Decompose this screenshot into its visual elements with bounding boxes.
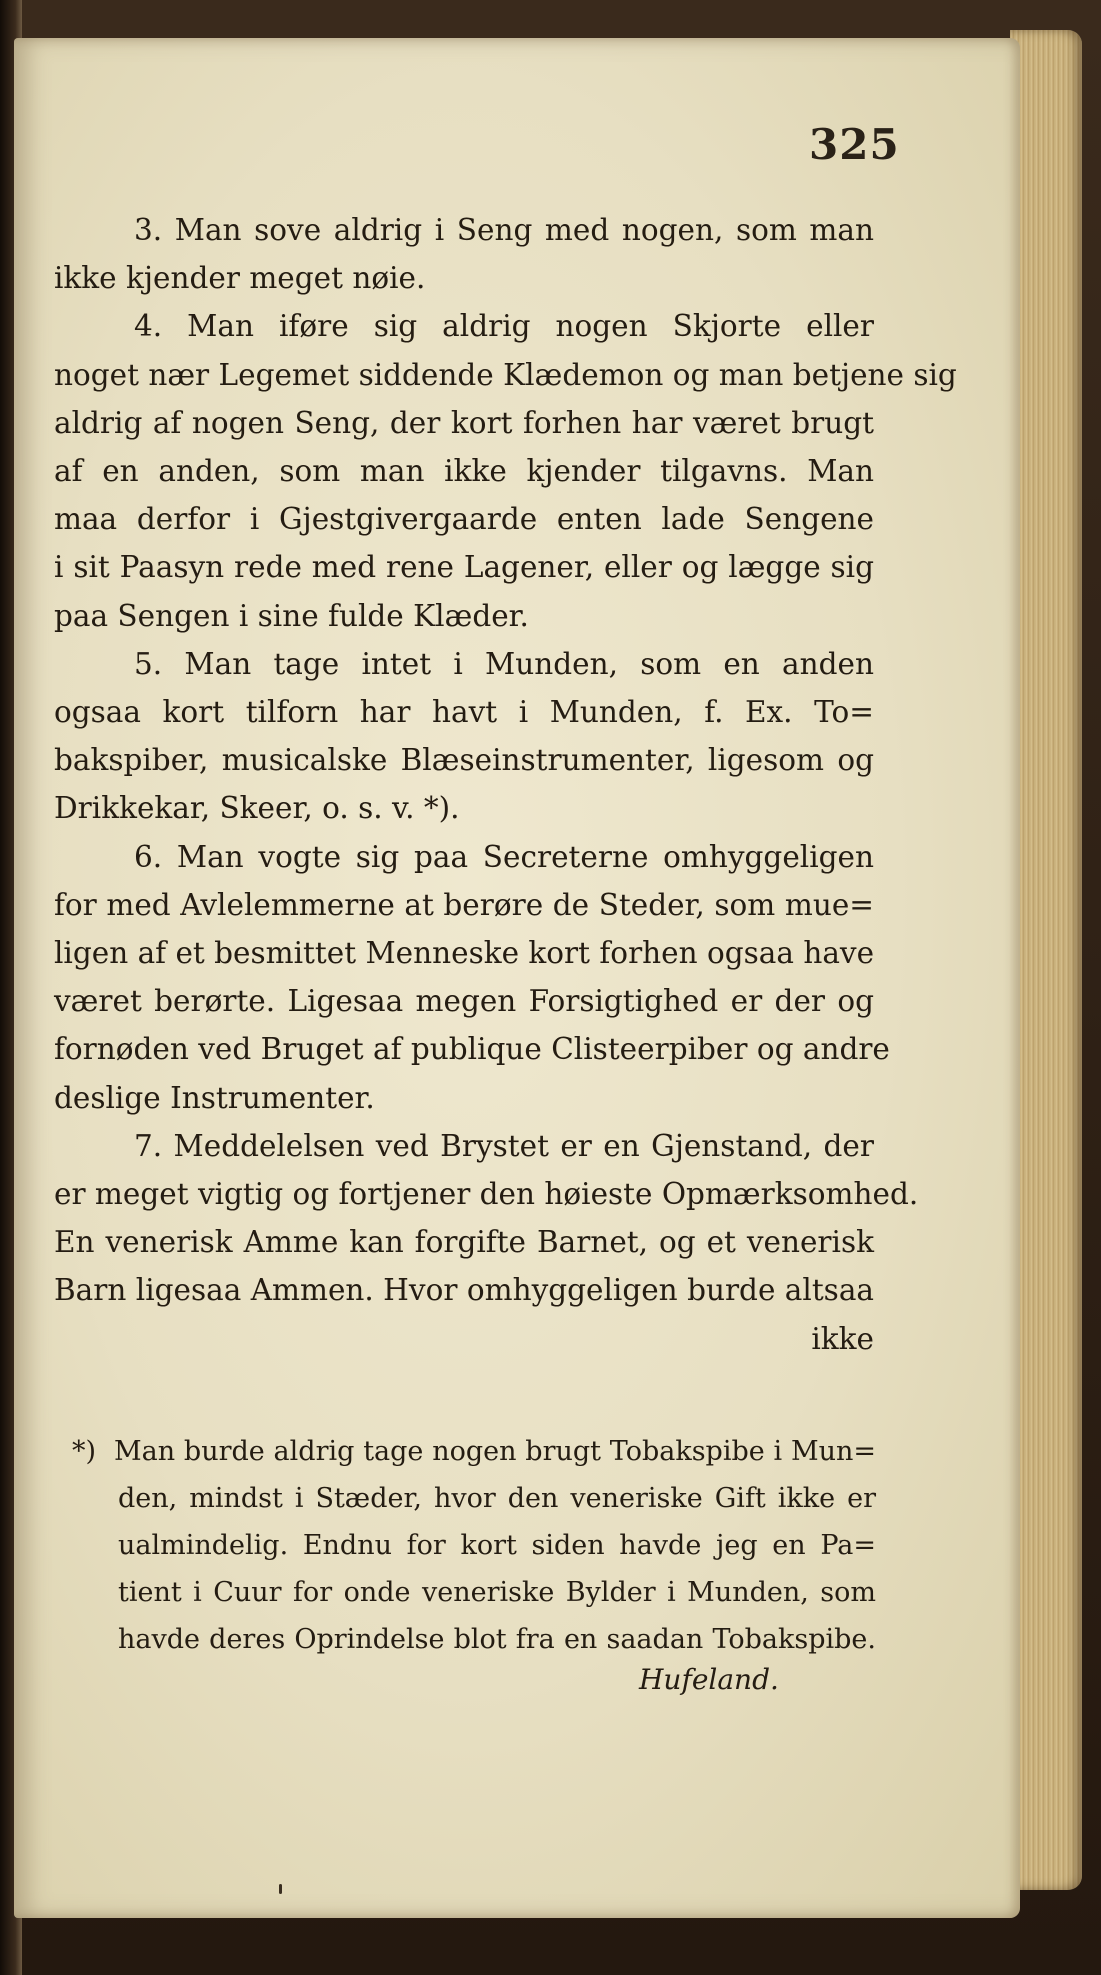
- body-line: aldrig af nogen Seng, der kort forhen har været brugt: [54, 405, 874, 440]
- body-line: 4. Man iføre sig aldrig nogen Skjorte eller: [134, 309, 874, 344]
- footnote: [72, 1428, 876, 1663]
- body-line: været berørte. Ligesaa megen Forsigtighed er der og: [54, 984, 874, 1019]
- page-edges: [1010, 30, 1082, 1890]
- footnote-line-text: Man burde aldrig tage nogen brugt Tobakspibe i Mun=: [114, 1436, 876, 1467]
- body-text: [54, 206, 957, 1363]
- ink-speck: [279, 1884, 282, 1894]
- body-line: Barn ligesaa Ammen. Hvor omhyggeligen burde altsaa: [54, 1273, 874, 1308]
- body-line: for med Avlelemmerne at berøre de Steder, som mue=: [54, 887, 874, 922]
- footnote-line: den, mindst i Stæder, hvor den veneriske Gift ikke er: [118, 1483, 876, 1514]
- page-number: 325: [809, 120, 900, 169]
- body-line: ikke kjender meget nøie.: [54, 261, 426, 296]
- footnote-line: ualmindelig. Endnu for kort siden havde jeg en Pa=: [118, 1530, 876, 1561]
- body-line: bakspiber, musicalske Blæseinstrumenter, ligesom og: [54, 743, 874, 778]
- body-line: i sit Paasyn rede med rene Lagener, eller og lægge sig: [54, 550, 874, 585]
- footnote-signature: Hufeland.: [639, 1663, 779, 1696]
- body-line: paa Sengen i sine fulde Klæder.: [54, 598, 529, 633]
- body-line: ogsaa kort tilforn har havt i Munden, f. Ex. To=: [54, 695, 874, 730]
- footnote-marker: *): [72, 1436, 97, 1467]
- catchword: ikke: [811, 1321, 874, 1356]
- footnote-line: havde deres Oprindelse blot fra en saadan Tobakspibe.: [118, 1624, 876, 1655]
- body-line: er meget vigtig og fortjener den høieste Opmærksomhed.: [54, 1177, 919, 1212]
- body-line: Drikkekar, Skeer, o. s. v. *).: [54, 791, 460, 826]
- body-line: ligen af et besmittet Menneske kort forhen ogsaa have: [54, 936, 875, 971]
- body-line: noget nær Legemet siddende Klædemon og man betjene sig: [54, 357, 957, 392]
- body-line: 7. Meddelelsen ved Brystet er en Gjenstand, der: [134, 1128, 874, 1163]
- body-line: 6. Man vogte sig paa Secreterne omhyggeligen: [134, 839, 874, 874]
- page-sheet: [14, 38, 1020, 1918]
- body-line: deslige Instrumenter.: [54, 1080, 375, 1115]
- footnote-line: [72, 1428, 876, 1475]
- body-line: En venerisk Amme kan forgifte Barnet, og et venerisk: [54, 1225, 874, 1260]
- body-line: fornøden ved Bruget af publique Clisteerpiber og andre: [54, 1032, 890, 1067]
- body-line: 5. Man tage intet i Munden, som en anden: [134, 646, 874, 681]
- body-line: maa derfor i Gjestgivergaarde enten lade Sengene: [54, 502, 874, 537]
- footnote-line: tient i Cuur for onde veneriske Bylder i Munden, som: [118, 1577, 876, 1608]
- body-line: 3. Man sove aldrig i Seng med nogen, som man: [134, 213, 874, 247]
- body-line: af en anden, som man ikke kjender tilgavns. Man: [54, 454, 874, 489]
